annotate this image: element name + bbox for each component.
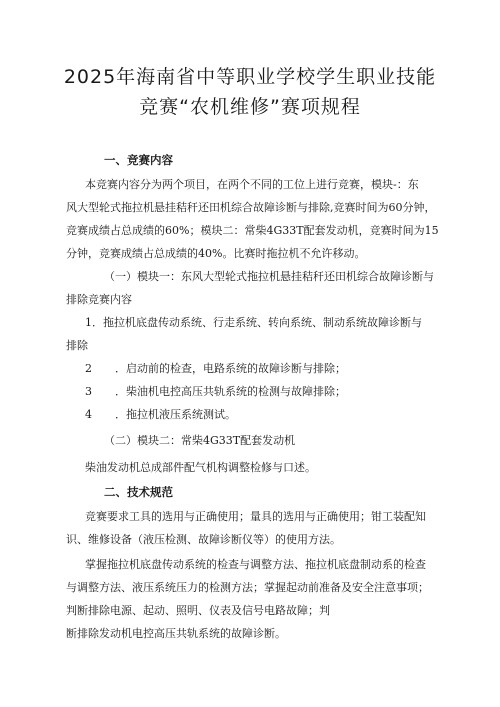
list-item-text: ．拖拉机液压系统测试。 [115, 408, 236, 421]
list-item-text: ．柴油机电控高压共轨系统的检测与故障排除； [115, 385, 346, 398]
document-title-line-2: 竞赛“农机维修”赛项规程 [139, 96, 361, 118]
list-item-1-line: 1．拖拉机底盘传动系统、行走系统、转向系统、制动系统故障诊断与 [85, 316, 422, 329]
paragraph-line: 分钟，竞赛成绩占总成绩的40%。比赛时拖拉机不允许移动。 [66, 247, 366, 260]
list-item-2 [85, 360, 346, 376]
paragraph-line: 竞赛成绩占总成绩的60%；模块二：常柴4G33T配套发动机，竞赛时间为15 [66, 224, 439, 237]
list-item-3 [85, 383, 346, 399]
paragraph-line: 本竞赛内容分为两个项目，在两个不同的工位上进行竞赛，模块-：东 [85, 178, 419, 191]
list-item-4 [85, 406, 236, 422]
list-item-number: 3 [85, 385, 92, 398]
paragraph-line: 竞赛要求工具的选用与正确使用；量具的选用与正确使用；钳工装配知 [85, 510, 426, 523]
module2-heading: （二）模块二：常柴4G33T配套发动机 [104, 434, 296, 447]
list-item-number: 4 [85, 408, 92, 421]
document-title-line-1: 2025年海南省中等职业学校学生职业技能 [63, 66, 437, 88]
module1-heading-line: （一）模块一：东风大型轮式拖拉机悬挂秸秆还田机综合故障诊断与 [104, 270, 434, 283]
section-heading-competition-content: 一、竞赛内容 [104, 153, 173, 167]
paragraph-line: 断排除发动机电控高压共轨系统的故障诊断。 [66, 627, 286, 640]
module1-heading-line: 排除竞赛内容 [66, 293, 132, 306]
paragraph-line: 识、维修设备（液压检测、故障诊断仪等）的使用方法。 [66, 533, 341, 546]
paragraph-line: 与调整方法、液压系统压力的检测方法；掌握起动前准备及安全注意事项； [66, 581, 429, 594]
list-item-1-line: 排除 [66, 339, 88, 352]
paragraph-line: 风大型轮式拖拉机悬挂秸秆还田机综合故障诊断与排除,竞赛时间为60分钟， [66, 201, 436, 214]
paragraph-line: 掌握拖拉机底盘传动系统的检查与调整方法、拖拉机底盘制动系的检查 [85, 558, 426, 571]
list-item-text: ．启动前的检查，电路系统的故障诊断与排除； [115, 362, 346, 375]
list-item-number: 2 [85, 362, 92, 375]
section-heading-technical-specs: 二、技术规范 [104, 485, 173, 499]
module2-text: 柴油发动机总成部件配气机构调整检修与口述。 [85, 461, 316, 474]
paragraph-line: 判断排除电源、起动、照明、仪表及信号电路故障；判 [66, 604, 330, 617]
